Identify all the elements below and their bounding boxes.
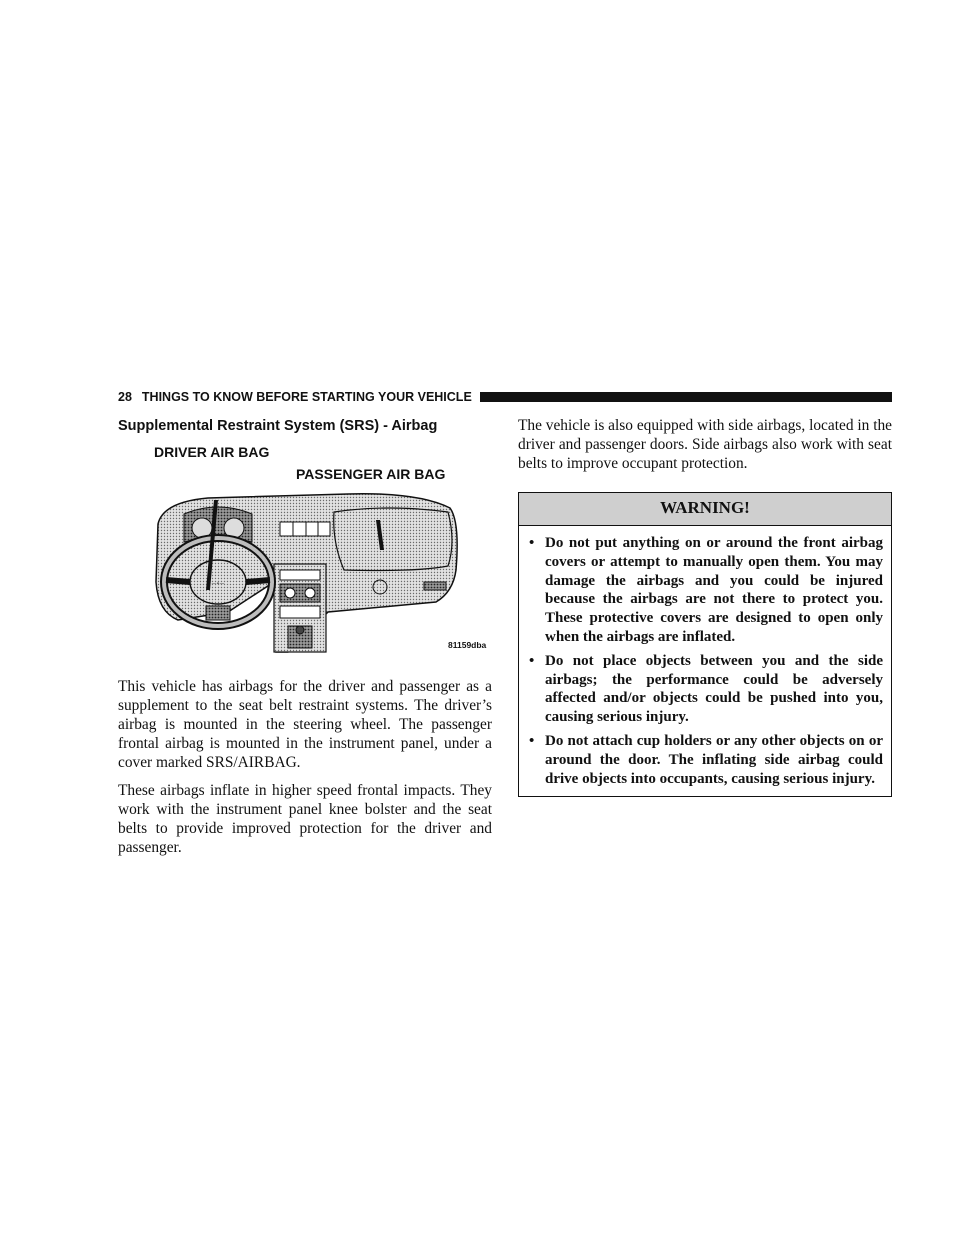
- chapter-title: THINGS TO KNOW BEFORE STARTING YOUR VEHICLE: [141, 390, 472, 404]
- dashboard-figure: [118, 442, 492, 662]
- paragraph-airbags-inflate: These airbags inflate in higher speed frontal impacts. They work with the instrument panel knee bolster and the seat belts to provide improved protection for the driver and passenger.: [118, 782, 492, 856]
- warning-item: • Do not place objects between you and the side airbags; the performance could be adversely affected and/or objects could be pushed into you, causing serious injury.: [529, 652, 883, 726]
- warning-box: [518, 492, 892, 797]
- section-title: Supplemental Restraint System (SRS) - Airbag: [118, 418, 438, 434]
- warning-item: • Do not put anything on or around the front airbag covers or attempt to manually open them. You may damage the airbags and you could be injured because the airbags are not there to protect you. These protective covers are designed to open only when the airbags are inflated.: [529, 535, 883, 645]
- paragraph-side-airbags: The vehicle is also equipped with side airbags, located in the driver and passenger doors. Side airbags also work with seat belts to improve occupant protection.: [518, 417, 892, 472]
- passenger-airbag-label: PASSENGER AIR BAG: [296, 466, 446, 482]
- dashboard-illustration: [118, 442, 492, 662]
- figure-code: 81159dba: [448, 640, 487, 650]
- bullet-icon: •: [529, 652, 535, 669]
- page-number: 28: [118, 390, 132, 404]
- page-header: [118, 388, 892, 406]
- header-rule: [480, 392, 892, 402]
- left-column: [118, 416, 492, 866]
- svg-text:—•—: —•—: [211, 581, 225, 587]
- bullet-icon: •: [529, 732, 535, 749]
- warning-list: [519, 526, 891, 796]
- warning-item: • Do not attach cup holders or any other objects on or around the door. The inflating side airbag could drive objects into occupants, causing serious injury.: [529, 732, 883, 787]
- bullet-icon: •: [529, 535, 535, 551]
- warning-title: WARNING!: [519, 493, 891, 526]
- driver-airbag-label: DRIVER AIR BAG: [154, 444, 270, 460]
- right-column: [518, 416, 892, 797]
- paragraph-airbags-intro: This vehicle has airbags for the driver and passenger as a supplement to the seat belt restraint systems. The driver’s airbag is mounted in the steering wheel. The passenger frontal airbag is mounted in the instrument panel, under a cover marked SRS/AIRBAG.: [118, 678, 492, 771]
